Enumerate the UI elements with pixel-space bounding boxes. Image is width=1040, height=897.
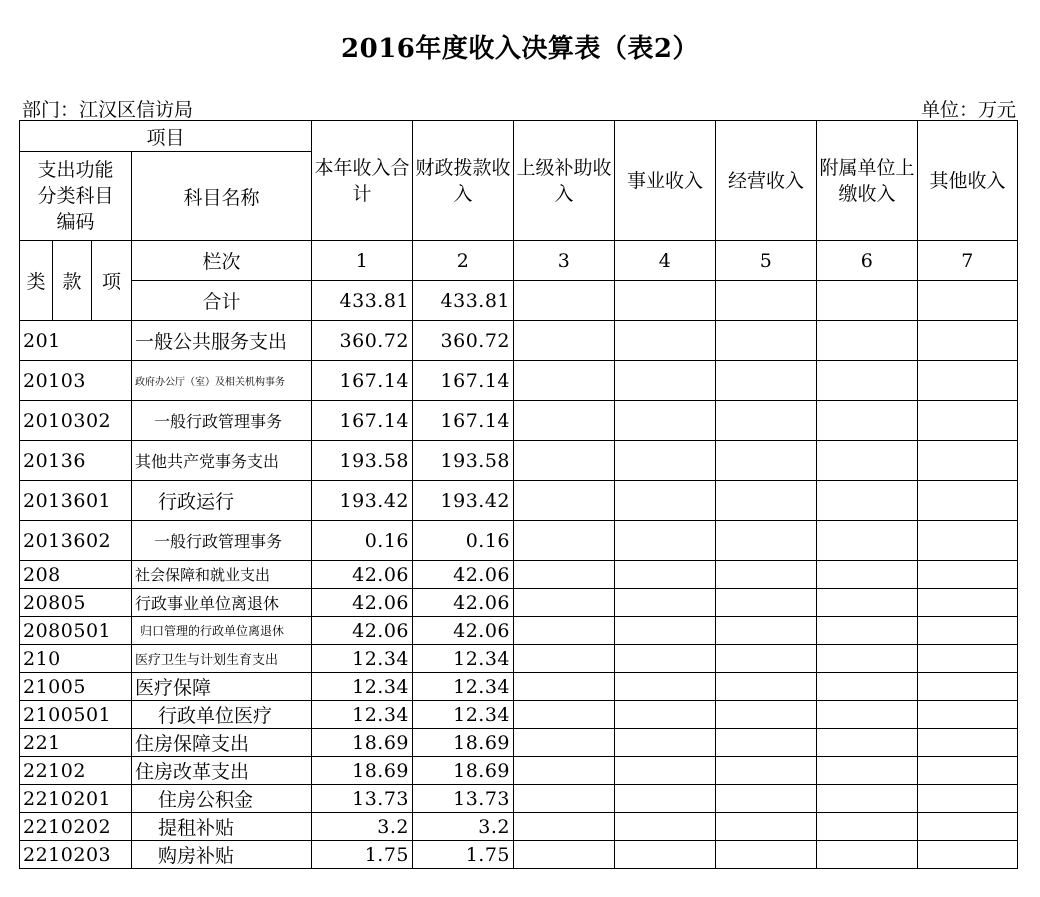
row-code: 2080501 xyxy=(20,617,132,645)
row-col2: 0.16 xyxy=(413,521,514,561)
row-name: 行政事业单位离退休 xyxy=(132,589,312,617)
header-kuan: 款 xyxy=(53,241,92,321)
row-col2: 12.34 xyxy=(413,673,514,701)
row-col2: 18.69 xyxy=(413,729,514,757)
row-name: 医疗卫生与计划生育支出 xyxy=(132,645,312,673)
header-func-code: 支出功能分类科目编码 xyxy=(20,152,132,241)
header-col5: 经营收入 xyxy=(716,121,817,241)
row-col1: 42.06 xyxy=(312,617,413,645)
row-code: 20136 xyxy=(20,441,132,481)
table-row xyxy=(20,521,1018,561)
table-row xyxy=(20,321,1018,361)
row-col1: 18.69 xyxy=(312,729,413,757)
row-code: 20805 xyxy=(20,589,132,617)
row-code: 2210202 xyxy=(20,813,132,841)
col-number: 6 xyxy=(817,241,918,281)
row-col1: 3.2 xyxy=(312,813,413,841)
row-col2: 12.34 xyxy=(413,645,514,673)
row-col1: 13.73 xyxy=(312,785,413,813)
row-name: 一般公共服务支出 xyxy=(132,321,312,361)
row-col1: 360.72 xyxy=(312,321,413,361)
table-row xyxy=(20,441,1018,481)
row-name: 行政单位医疗 xyxy=(132,701,312,729)
col-number: 2 xyxy=(413,241,514,281)
row-name: 购房补贴 xyxy=(132,841,312,869)
table-row xyxy=(20,617,1018,645)
row-col2: 1.75 xyxy=(413,841,514,869)
row-code: 2210201 xyxy=(20,785,132,813)
row-name: 政府办公厅（室）及相关机构事务 xyxy=(132,361,312,401)
table-row xyxy=(20,589,1018,617)
row-col2: 12.34 xyxy=(413,701,514,729)
row-col2: 167.14 xyxy=(413,361,514,401)
total-col2: 433.81 xyxy=(413,281,514,321)
table-row xyxy=(20,361,1018,401)
income-table xyxy=(19,120,1018,869)
row-code: 2210203 xyxy=(20,841,132,869)
row-code: 2010302 xyxy=(20,401,132,441)
header-lei: 类 xyxy=(20,241,53,321)
row-code: 2013602 xyxy=(20,521,132,561)
row-name: 住房改革支出 xyxy=(132,757,312,785)
row-name: 一般行政管理事务 xyxy=(132,521,312,561)
col-number: 7 xyxy=(918,241,1018,281)
row-col2: 360.72 xyxy=(413,321,514,361)
total-label: 合计 xyxy=(132,281,312,321)
col-number: 4 xyxy=(615,241,716,281)
table-row xyxy=(20,481,1018,521)
col-number: 5 xyxy=(716,241,817,281)
row-col1: 42.06 xyxy=(312,561,413,589)
row-name: 其他共产党事务支出 xyxy=(132,441,312,481)
department-label: 部门：江汉区信访局 xyxy=(22,99,194,121)
header-col1: 本年收入合计 xyxy=(312,121,413,241)
header-xiang: 项 xyxy=(92,241,132,321)
total-col1: 433.81 xyxy=(312,281,413,321)
table-row xyxy=(20,841,1018,869)
table-row xyxy=(20,785,1018,813)
col-number: 3 xyxy=(514,241,615,281)
row-col1: 1.75 xyxy=(312,841,413,869)
row-code: 22102 xyxy=(20,757,132,785)
row-col1: 193.58 xyxy=(312,441,413,481)
header-col6: 附属单位上缴收入 xyxy=(817,121,918,241)
header-item: 项目 xyxy=(20,121,312,152)
row-col1: 167.14 xyxy=(312,361,413,401)
row-name: 提租补贴 xyxy=(132,813,312,841)
row-col1: 12.34 xyxy=(312,701,413,729)
row-code: 2013601 xyxy=(20,481,132,521)
row-name: 一般行政管理事务 xyxy=(132,401,312,441)
row-col1: 193.42 xyxy=(312,481,413,521)
header-col2: 财政拨款收入 xyxy=(413,121,514,241)
table-row xyxy=(20,561,1018,589)
row-name: 行政运行 xyxy=(132,481,312,521)
row-name: 归口管理的行政单位离退休 xyxy=(132,617,312,645)
table-row xyxy=(20,757,1018,785)
col-number: 1 xyxy=(312,241,413,281)
row-code: 21005 xyxy=(20,673,132,701)
row-code: 201 xyxy=(20,321,132,361)
row-col1: 167.14 xyxy=(312,401,413,441)
page-title: 2016年度收入决算表（表2） xyxy=(341,34,699,64)
table-row xyxy=(20,645,1018,673)
table-row xyxy=(20,729,1018,757)
row-col2: 42.06 xyxy=(413,617,514,645)
row-code: 2100501 xyxy=(20,701,132,729)
row-name: 医疗保障 xyxy=(132,673,312,701)
header-lanci: 栏次 xyxy=(132,241,312,281)
row-code: 221 xyxy=(20,729,132,757)
row-code: 210 xyxy=(20,645,132,673)
header-col4: 事业收入 xyxy=(615,121,716,241)
row-col2: 42.06 xyxy=(413,589,514,617)
row-code: 20103 xyxy=(20,361,132,401)
row-col2: 13.73 xyxy=(413,785,514,813)
header-col7: 其他收入 xyxy=(918,121,1018,241)
header-subject-name: 科目名称 xyxy=(132,152,312,241)
row-name: 住房保障支出 xyxy=(132,729,312,757)
row-name: 住房公积金 xyxy=(132,785,312,813)
unit-label: 单位：万元 xyxy=(920,99,1016,121)
row-col2: 193.42 xyxy=(413,481,514,521)
table-row xyxy=(20,673,1018,701)
row-col1: 12.34 xyxy=(312,645,413,673)
row-col2: 42.06 xyxy=(413,561,514,589)
table-row xyxy=(20,401,1018,441)
row-col2: 167.14 xyxy=(413,401,514,441)
table-row xyxy=(20,813,1018,841)
header-col3: 上级补助收入 xyxy=(514,121,615,241)
row-col1: 0.16 xyxy=(312,521,413,561)
row-col1: 12.34 xyxy=(312,673,413,701)
table-row xyxy=(20,701,1018,729)
row-col2: 193.58 xyxy=(413,441,514,481)
row-col2: 3.2 xyxy=(413,813,514,841)
total-row xyxy=(20,281,1018,321)
row-code: 208 xyxy=(20,561,132,589)
row-col2: 18.69 xyxy=(413,757,514,785)
row-col1: 42.06 xyxy=(312,589,413,617)
row-col1: 18.69 xyxy=(312,757,413,785)
row-name: 社会保障和就业支出 xyxy=(132,561,312,589)
